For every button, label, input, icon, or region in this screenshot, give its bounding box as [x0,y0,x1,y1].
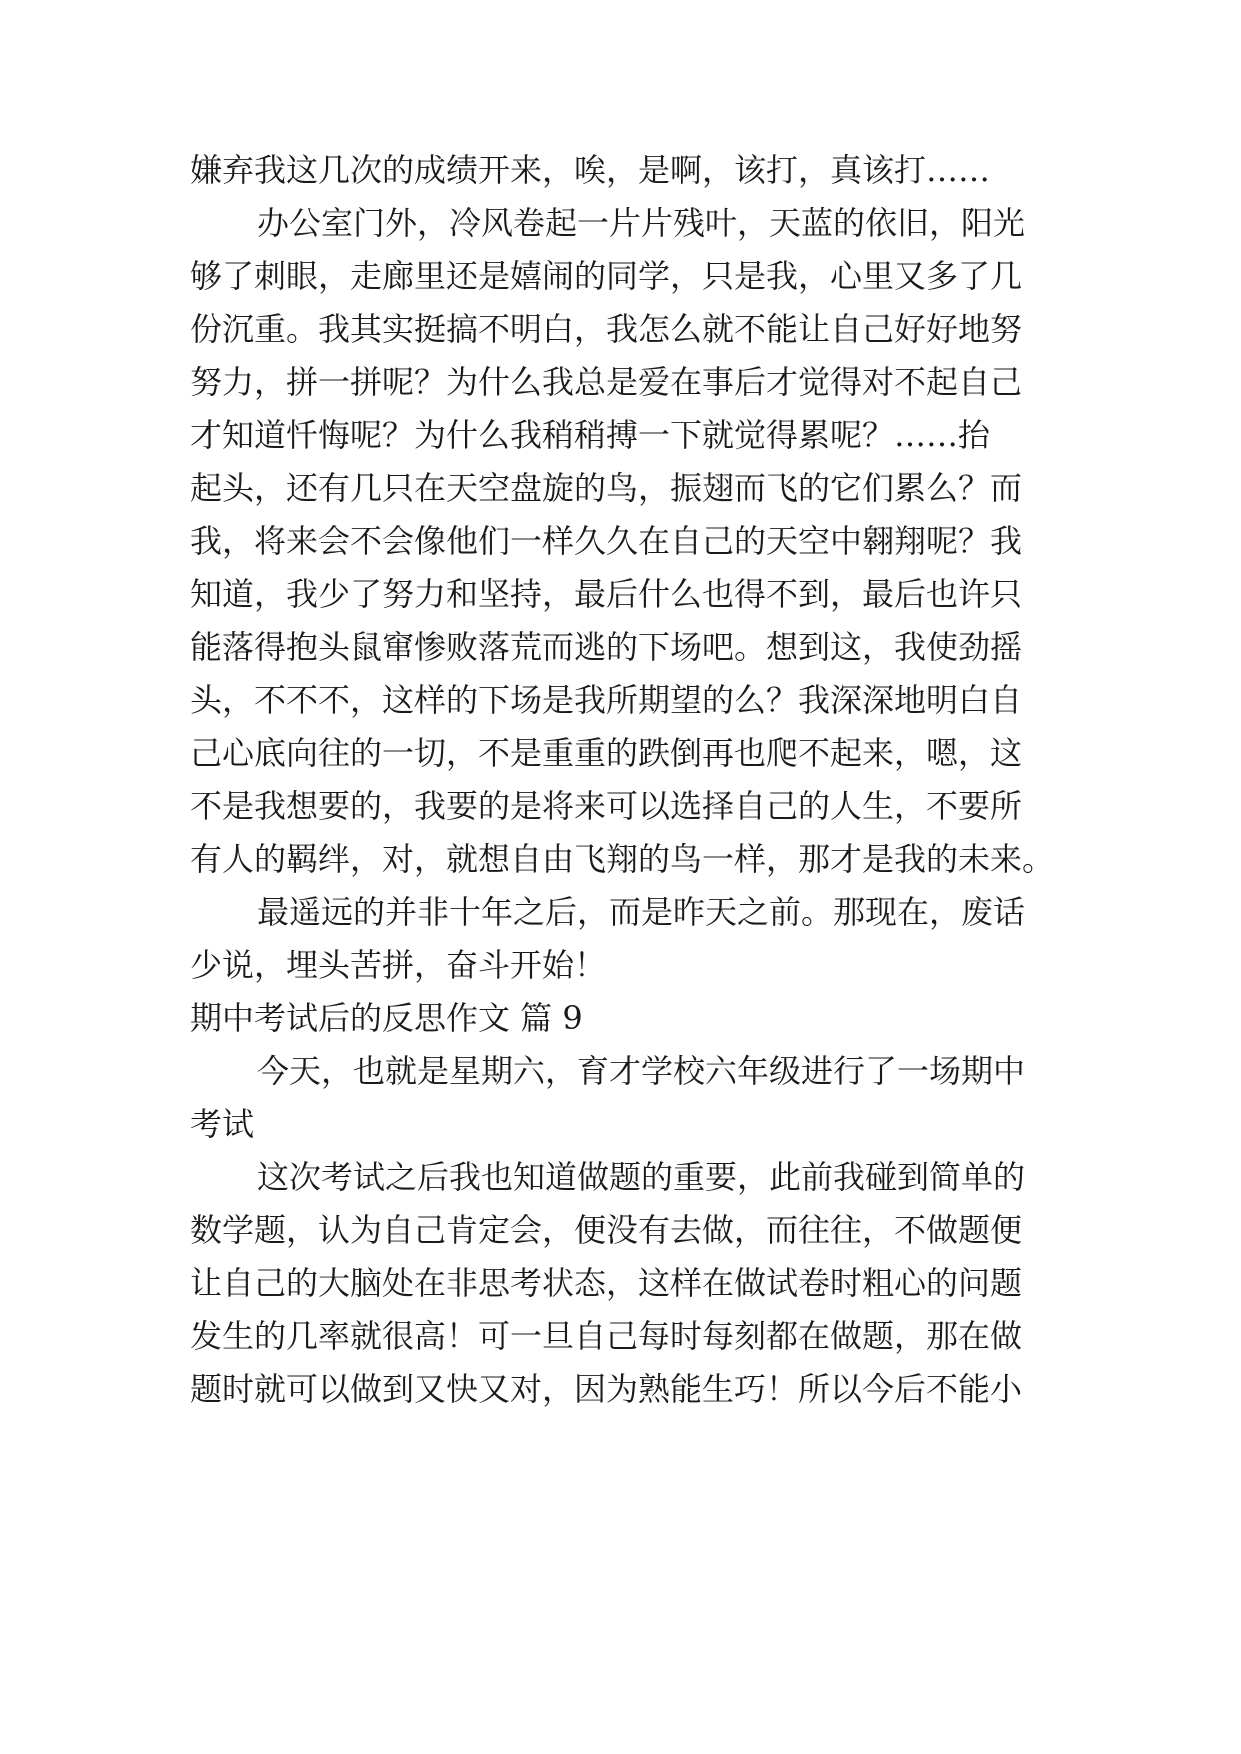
text-line: 份沉重。我其实挺搞不明白，我怎么就不能让自己好好地努 [190,310,1023,348]
text-line: 今天，也就是星期六，育才学校六年级进行了一场期中 [257,1052,1026,1090]
text-line: 努力，拼一拼呢？为什么我总是爱在事后才觉得对不起自己 [190,363,1023,401]
text-line: 能落得抱头鼠窜惨败落荒而逃的下场吧。想到这，我使劲摇 [190,628,1023,666]
text-line: 知道，我少了努力和坚持，最后什么也得不到，最后也许只 [190,575,1023,613]
text-line: 这次考试之后我也知道做题的重要，此前我碰到简单的 [257,1158,1026,1196]
text-line: 办公室门外，冷风卷起一片片残叶，天蓝的依旧，阳光 [257,204,1026,242]
text-line: 最遥远的并非十年之后，而是昨天之前。那现在，废话 [257,893,1026,931]
text-line: 数学题，认为自己肯定会，便没有去做，而往往，不做题便 [190,1211,1023,1249]
text-line: 够了刺眼，走廊里还是嬉闹的同学，只是我，心里又多了几 [190,257,1023,295]
text-line: 头，不不不，这样的下场是我所期望的么？我深深地明白自 [190,681,1023,719]
text-line: 嫌弃我这几次的成绩开来，唉，是啊，该打，真该打…… [190,151,991,189]
text-line: 我，将来会不会像他们一样久久在自己的天空中翱翔呢？我 [190,522,1023,560]
text-line: 不是我想要的，我要的是将来可以选择自己的人生，不要所 [190,787,1023,825]
text-line: 才知道忏悔呢？为什么我稍稍搏一下就觉得累呢？……抬 [190,416,991,454]
text-line: 己心底向往的一切，不是重重的跌倒再也爬不起来，嗯，这 [190,734,1023,772]
text-line: 发生的几率就很高！可一旦自己每时每刻都在做题，那在做 [190,1317,1023,1355]
text-line: 题时就可以做到又快又对，因为熟能生巧！所以今后不能小 [190,1370,1023,1408]
text-line: 考试 [190,1105,255,1143]
text-line: 起头，还有几只在天空盘旋的鸟，振翅而飞的它们累么？而 [190,469,1023,507]
text-line: 有人的羁绊，对，就想自由飞翔的鸟一样，那才是我的未来。 [190,840,1055,878]
text-line: 让自己的大脑处在非思考状态，这样在做试卷时粗心的问题 [190,1264,1023,1302]
section-heading: 期中考试后的反思作文 篇 9 [190,999,583,1037]
text-line: 少说，埋头苦拼，奋斗开始！ [190,946,607,984]
